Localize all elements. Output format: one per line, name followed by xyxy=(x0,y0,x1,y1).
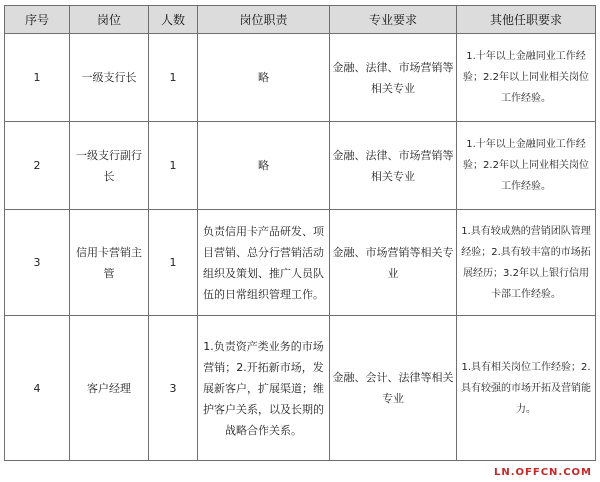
header-cell-count: 人数 xyxy=(149,6,198,34)
table-row xyxy=(5,316,596,461)
cell-position: 信用卡营销主管 xyxy=(70,210,149,316)
cell-no: 3 xyxy=(5,210,70,316)
watermark: LN.OFFCN.COM xyxy=(493,467,592,478)
cell-other: 1.十年以上金融同业工作经验；2.2年以上同业相关岗位工作经验。 xyxy=(457,122,596,210)
cell-no: 1 xyxy=(5,34,70,122)
job-table xyxy=(4,5,596,461)
table-row xyxy=(5,122,596,210)
cell-no: 4 xyxy=(5,316,70,461)
cell-count: 3 xyxy=(149,316,198,461)
cell-count: 1 xyxy=(149,210,198,316)
cell-no: 2 xyxy=(5,122,70,210)
cell-other: 1.十年以上金融同业工作经验；2.2年以上同业相关岗位工作经验。 xyxy=(457,34,596,122)
cell-duties: 略 xyxy=(198,122,330,210)
cell-duties: 负责信用卡产品研发、项目营销、总分行营销活动组织及策划、推广人员队伍的日常组织管理工作。 xyxy=(198,210,330,316)
cell-other: 1.具有相关岗位工作经验；2.具有较强的市场开拓及营销能力。 xyxy=(457,316,596,461)
cell-count: 1 xyxy=(149,34,198,122)
cell-position: 客户经理 xyxy=(70,316,149,461)
cell-other: 1.具有较成熟的营销团队管理经验；2.具有较丰富的市场拓展经历；3.2年以上银行信用卡部工作经验。 xyxy=(457,210,596,316)
cell-position: 一级支行长 xyxy=(70,34,149,122)
cell-duties: 1.负责资产类业务的市场营销；2.开拓新市场，发展新客户，扩展渠道；维护客户关系，以及长期的战略合作关系。 xyxy=(198,316,330,461)
table-row xyxy=(5,210,596,316)
header-cell-other: 其他任职要求 xyxy=(457,6,596,34)
header-cell-position: 岗位 xyxy=(70,6,149,34)
cell-major: 金融、会计、法律等相关专业 xyxy=(330,316,457,461)
header-cell-major: 专业要求 xyxy=(330,6,457,34)
cell-major: 金融、法律、市场营销等相关专业 xyxy=(330,122,457,210)
cell-major: 金融、法律、市场营销等相关专业 xyxy=(330,34,457,122)
table-header-row xyxy=(5,6,596,34)
cell-duties: 略 xyxy=(198,34,330,122)
cell-position: 一级支行副行长 xyxy=(70,122,149,210)
cell-major: 金融、市场营销等相关专业 xyxy=(330,210,457,316)
cell-count: 1 xyxy=(149,122,198,210)
header-cell-duties: 岗位职责 xyxy=(198,6,330,34)
table-row xyxy=(5,34,596,122)
header-cell-no: 序号 xyxy=(5,6,70,34)
